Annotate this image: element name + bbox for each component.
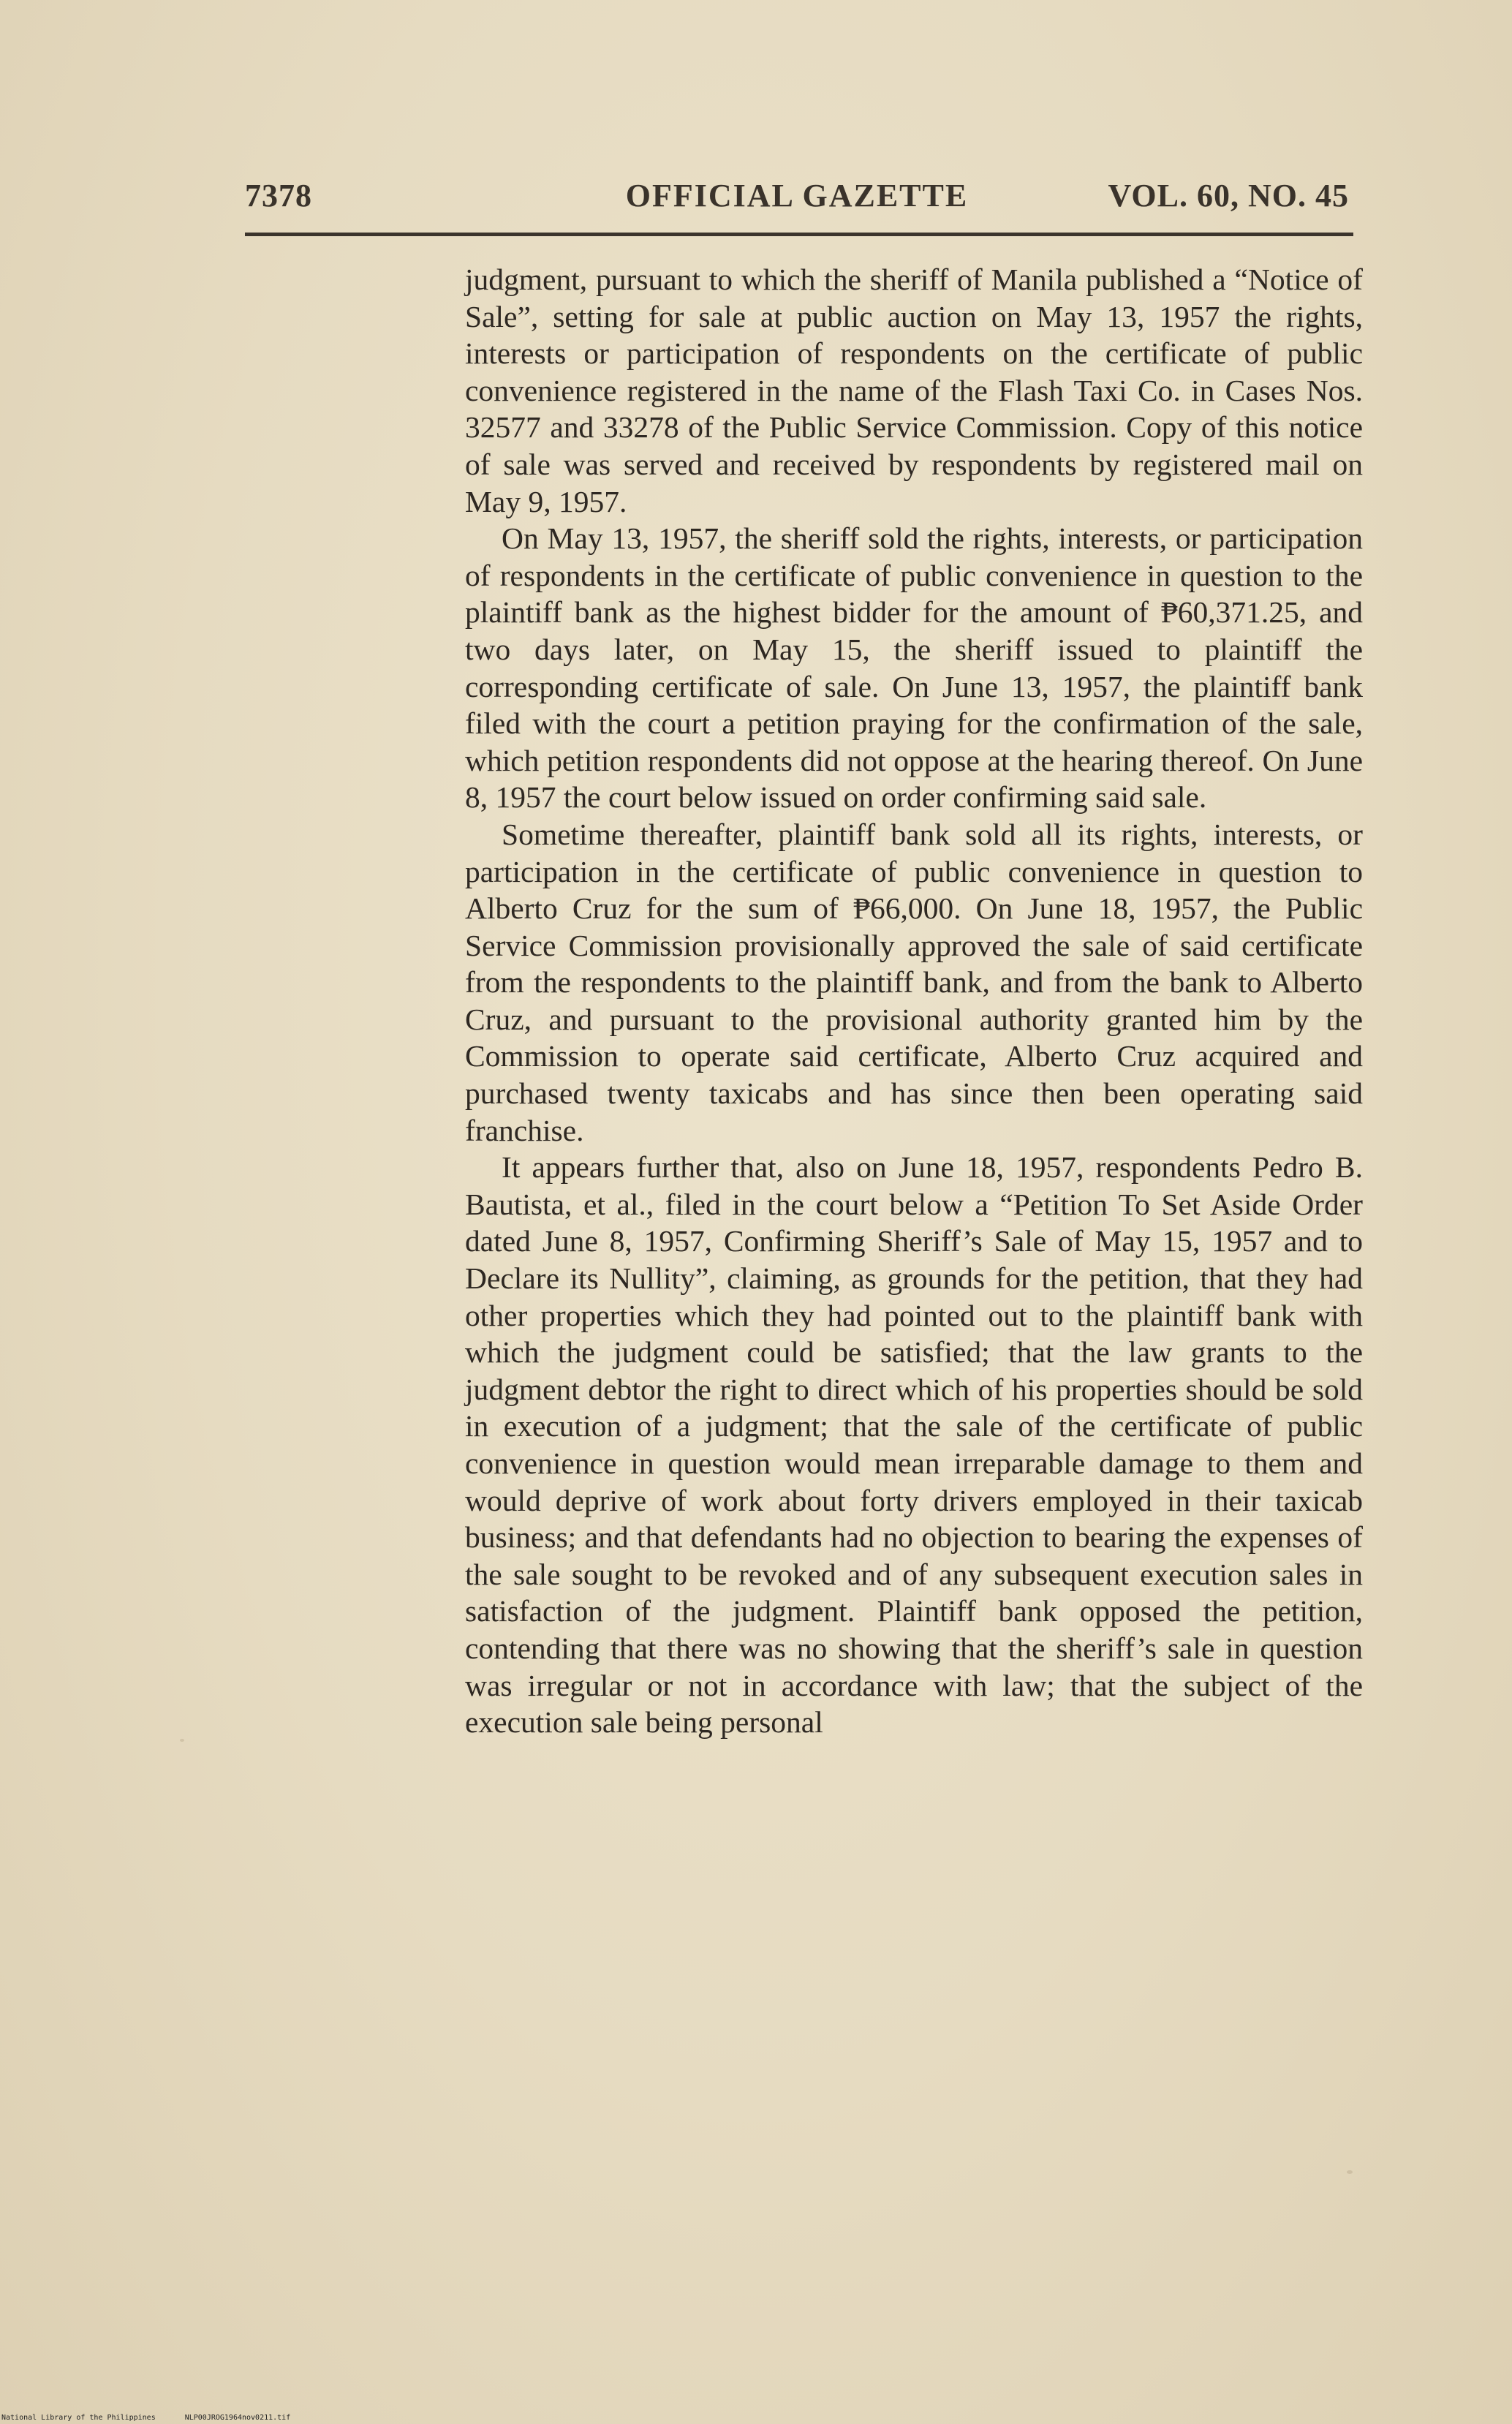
scan-footer [1,2414,290,2422]
paragraph: Sometime thereafter, plaintiff bank sold all its rights, interests, or participation in the certificate of public convenience in question to Alberto Cruz for the sum of ₱66,000. On June 18, 1957, the Public Service Commission provisionally approved the sale of said certificate from the respondents to the plaintiff bank, and from the bank to Alberto Cruz, and pursuant to the provisional authority granted him by the Commission to operate said certificate, Alberto Cruz acquired and purchased twenty taxicabs and has since then been operating said franchise. [465,817,1363,1147]
gazette-title: OFFICIAL GAZETTE [625,178,969,214]
scan-speck [1347,2170,1353,2174]
article-body [465,261,1363,1741]
paragraph: judgment, pursuant to which the sheriff of Manila published a “Notice of Sale”, setting for sale at public auction on May 13, 1957 the rights, interests or participation of respondents on the certificate of public convenience registered in the name of the Flash Taxi Co. in Cases Nos. 32577 and 33278 of the Public Service Commission. Copy of this notice of sale was served and received by respondents by registered mail on May 9, 1957. [465,263,1363,518]
paragraph: It appears further that, also on June 18, 1957, respondents Pedro B. Bautista, et al., filed in the court below a “Petition To Set Aside Order dated June 8, 1957, Confirming Sheriff’s Sale of May 15, 1957 and to Declare its Nullity”, claiming, as grounds for the petition, that they had other properties which they had pointed out to the plaintiff bank with which the judgment could be satisfied; that the law grants to the judgment debtor the right to direct which of his properties should be sold in execution of a judgment; that the sale of the certificate of public convenience in question would mean irreparable damage to them and would deprive of work about forty drivers employed in their taxicab business; and that defendants had no objection to bearing the expenses of the sale sought to be revoked and of any subsequent execution sales in satisfaction of the judgment. Plaintiff bank opposed the petition, contending that there was no showing that the sheriff’s sale in question was irregular or not in accordance with law; that the subject of the execution sale being personal [465,1150,1363,1740]
paragraph: On May 13, 1957, the sheriff sold the rights, interests, or participation of respondents in the certificate of public convenience in question to the plaintiff bank as the highest bidder for the amount of ₱60,371.25, and two days later, on May 15, the sheriff issued to plaintiff the corresponding certificate of sale. On June 13, 1957, the plaintiff bank filed with the court a petition praying for the confirmation of the sale, which petition respondents did not oppose at the hearing thereof. On June 8, 1957 the court below issued on order confirming said sale. [465,521,1363,815]
page-number: 7378 [245,178,312,214]
scan-filename: NLP00JROG1964nov0211.tif [184,2414,291,2422]
volume-info: VOL. 60, NO. 45 [1108,178,1349,214]
library-credit: National Library of the Philippines [1,2414,156,2422]
page-header [245,174,1349,218]
scan-speck [180,1739,184,1742]
header-divider [245,233,1353,236]
